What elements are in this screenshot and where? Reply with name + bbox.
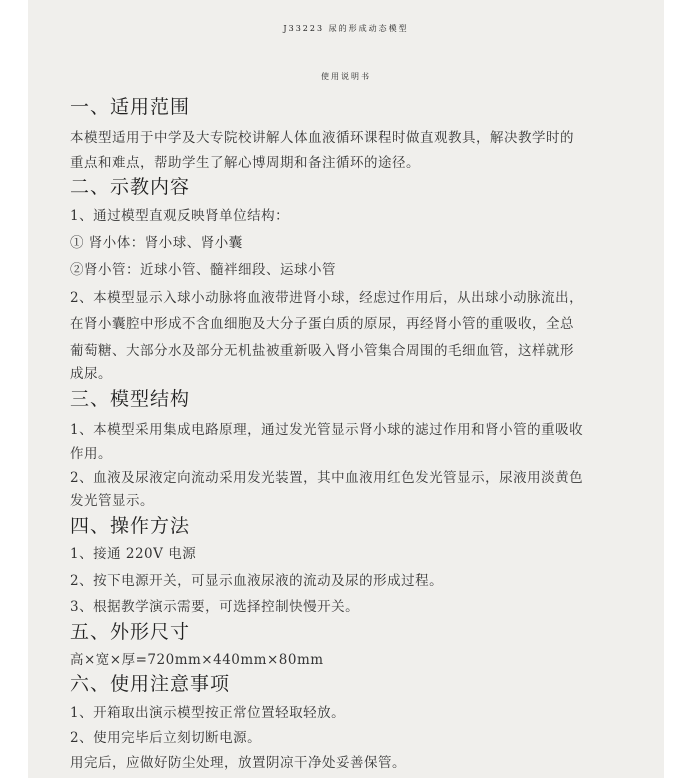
section-heading-precautions: 六、使用注意事项 — [70, 673, 231, 695]
section-line: 用完后，应做好防尘处理，放置阴凉干净处妥善保管。 — [70, 755, 406, 771]
instruction-sheet — [28, 0, 664, 778]
section-line: 重点和难点，帮助学生了解心博周期和备注循环的途径。 — [70, 155, 420, 171]
section-heading-operation: 四、操作方法 — [70, 515, 191, 537]
document-title: J33223 尿的形成动态模型 — [283, 24, 409, 33]
section-heading-structure: 三、模型结构 — [70, 388, 191, 410]
section-line: 作用。 — [70, 446, 112, 462]
section-line: 1、接通 220V 电源 — [70, 546, 197, 562]
section-line: 1、开箱取出演示模型按正常位置轻取轻放。 — [70, 705, 346, 721]
section-line: ① 肾小体：肾小球、肾小囊 — [70, 235, 243, 251]
section-line: 在肾小囊腔中形成不含血细胞及大分子蛋白质的原尿，再经肾小管的重吸收，全总 — [70, 316, 574, 332]
section-line: 1、本模型采用集成电路原理，通过发光管显示肾小球的滤过作用和肾小管的重吸收 — [70, 422, 584, 438]
section-line: ②肾小管：近球小管、髓袢细段、运球小管 — [70, 262, 336, 278]
section-line: 3、根据教学演示需要，可选择控制快慢开关。 — [70, 599, 360, 615]
section-line: 2、本模型显示入球小动脉将血液带进肾小球，经虑过作用后，从出球小动脉流出， — [70, 290, 584, 306]
section-line: 2、按下电源开关，可显示血液尿液的流动及尿的形成过程。 — [70, 573, 444, 589]
section-heading-dimensions: 五、外形尺寸 — [70, 621, 191, 643]
section-line: 本模型适用于中学及大专院校讲解人体血液循环课程时做直观教具，解决教学时的 — [70, 130, 574, 146]
section-line: 2、使用完毕后立刻切断电源。 — [70, 730, 262, 746]
section-line: 成尿。 — [70, 366, 112, 382]
section-line: 发光管显示。 — [70, 493, 154, 509]
section-line: 2、血液及尿液定向流动采用发光装置，其中血液用红色发光管显示，尿液用淡黄色 — [70, 470, 584, 486]
section-line: 1、通过模型直观反映肾单位结构： — [70, 208, 290, 224]
document-subtitle: 使用说明书 — [321, 72, 371, 81]
section-line: 葡萄糖、大部分水及部分无机盐被重新吸入肾小管集合周围的毛细血管，这样就形 — [70, 343, 574, 359]
dimensions-value: 高×宽×厚=720mm×440mm×80mm — [70, 652, 324, 668]
section-heading-scope: 一、适用范围 — [70, 96, 191, 118]
section-heading-content: 二、示教内容 — [70, 176, 191, 198]
